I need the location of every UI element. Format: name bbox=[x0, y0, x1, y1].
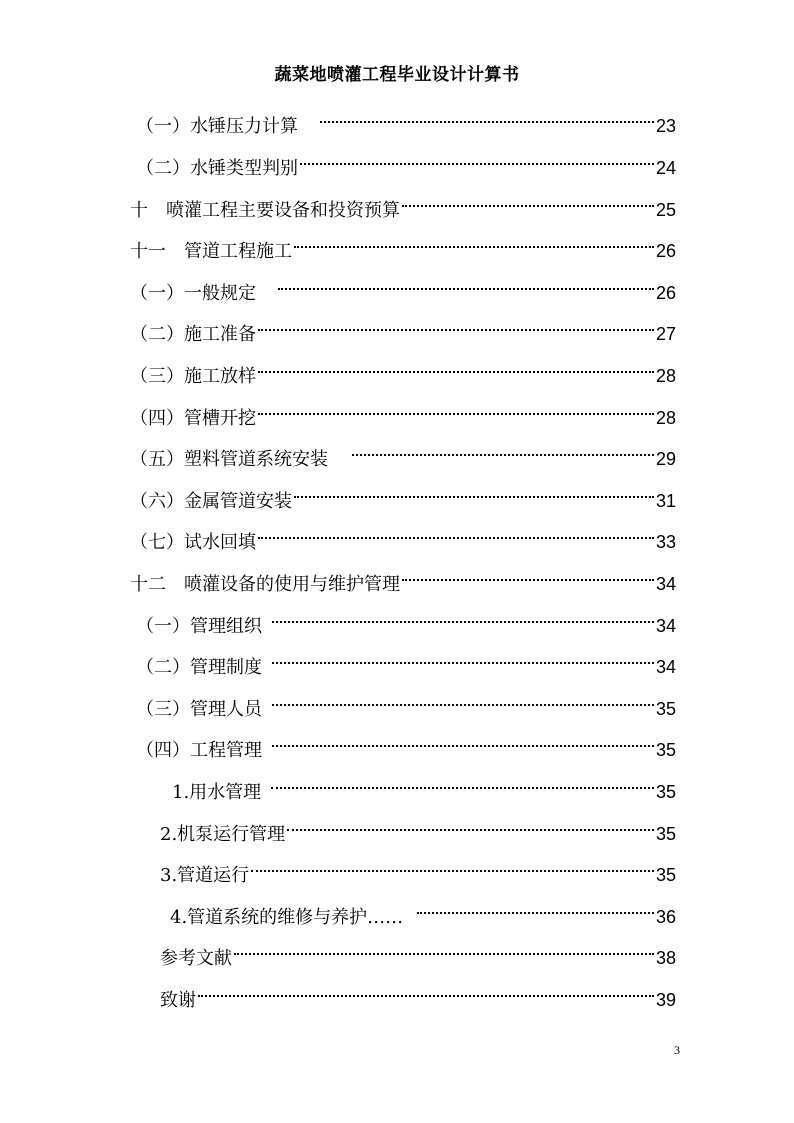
toc-entry[interactable] bbox=[130, 271, 676, 304]
toc-entry-page: 26 bbox=[655, 283, 676, 303]
toc-entry-label: （四）管槽开挖 bbox=[130, 408, 256, 429]
toc-entry-page: 34 bbox=[655, 616, 676, 636]
toc-entry[interactable] bbox=[136, 687, 676, 720]
toc-entry-label: 参考文献 bbox=[160, 948, 232, 969]
toc-entry-page: 34 bbox=[655, 657, 676, 677]
toc-leader-dots bbox=[300, 146, 654, 174]
toc-leader-dots bbox=[258, 396, 654, 424]
toc-entry[interactable] bbox=[130, 520, 676, 553]
toc-entry[interactable] bbox=[130, 479, 676, 512]
toc-leader-dots bbox=[271, 770, 654, 798]
toc-leader-dots bbox=[402, 188, 654, 216]
toc-entry-page: 28 bbox=[655, 366, 676, 386]
toc-leader-dots bbox=[352, 437, 654, 465]
toc-entry-label: 3.管道运行 bbox=[160, 865, 250, 886]
toc-entry-page: 35 bbox=[655, 782, 676, 802]
toc-entry[interactable] bbox=[160, 853, 676, 886]
toc-entry-page: 33 bbox=[655, 532, 676, 552]
toc-entry[interactable] bbox=[160, 936, 676, 969]
toc-entry[interactable] bbox=[130, 229, 676, 262]
toc-entry[interactable] bbox=[136, 146, 676, 179]
toc-entry[interactable] bbox=[172, 770, 676, 803]
toc-entry[interactable] bbox=[130, 562, 676, 595]
toc-entry-label: （二）水锤类型判别 bbox=[136, 158, 298, 179]
toc-entry[interactable] bbox=[136, 645, 676, 678]
toc-entry-page: 31 bbox=[655, 491, 676, 511]
toc-entry[interactable] bbox=[160, 812, 676, 845]
toc-entry-page: 26 bbox=[655, 241, 676, 261]
page-header-title: 蔬菜地喷灌工程毕业设计计算书 bbox=[274, 65, 520, 85]
page-number: 3 bbox=[674, 1043, 680, 1057]
toc-entry[interactable] bbox=[130, 437, 676, 470]
toc-entry[interactable] bbox=[136, 604, 676, 637]
toc-leader-dots bbox=[272, 728, 654, 756]
toc-entry-label: （二）管理制度 bbox=[136, 657, 262, 678]
toc-entry-page: 35 bbox=[655, 740, 676, 760]
toc-entry-page: 35 bbox=[655, 824, 676, 844]
toc-entry-page: 29 bbox=[655, 449, 676, 469]
toc-entry-label: （三）施工放样 bbox=[130, 366, 256, 387]
toc-entry-label: （五）塑料管道系统安装 bbox=[130, 449, 328, 470]
toc-entry[interactable] bbox=[136, 728, 676, 761]
toc-leader-dots bbox=[272, 645, 654, 673]
toc-entry[interactable] bbox=[170, 895, 676, 928]
toc-leader-dots bbox=[417, 895, 654, 923]
toc-entry-label: （一）管理组织 bbox=[136, 616, 262, 637]
toc-entry[interactable] bbox=[130, 354, 676, 387]
toc-entry-page: 35 bbox=[655, 699, 676, 719]
toc-entry-page: 39 bbox=[655, 990, 676, 1010]
toc-entry-label: 致谢 bbox=[160, 990, 196, 1011]
toc-entry-label: （三）管理人员 bbox=[136, 699, 262, 720]
toc-entry[interactable] bbox=[136, 104, 676, 137]
toc-entry-label: （二）施工准备 bbox=[130, 324, 256, 345]
toc-entry-label: （一）水锤压力计算 bbox=[136, 116, 298, 137]
toc-leader-dots bbox=[272, 604, 654, 632]
toc-entry-page: 36 bbox=[655, 907, 676, 927]
toc-leader-dots bbox=[320, 104, 654, 132]
toc-entry-label: （六）金属管道安装 bbox=[130, 491, 292, 512]
toc-leader-dots bbox=[272, 687, 654, 715]
toc-leader-dots bbox=[294, 229, 654, 257]
toc-entry-label: （七）试水回填 bbox=[130, 532, 256, 553]
toc-leader-dots bbox=[258, 312, 654, 340]
toc-entry-page: 28 bbox=[655, 408, 676, 428]
toc-entry-page: 35 bbox=[655, 865, 676, 885]
toc-leader-dots bbox=[258, 354, 654, 382]
toc-leader-dots bbox=[258, 520, 654, 548]
toc-entry[interactable] bbox=[130, 312, 676, 345]
toc-leader-dots bbox=[278, 271, 654, 299]
toc-leader-dots bbox=[234, 936, 654, 964]
toc-entry-page: 23 bbox=[655, 116, 676, 136]
toc-leader-dots bbox=[294, 479, 654, 507]
toc-entry-page: 24 bbox=[655, 158, 676, 178]
toc-entry-label: （四）工程管理 bbox=[136, 740, 262, 761]
toc-leader-dots bbox=[251, 853, 654, 881]
toc-entry[interactable] bbox=[130, 396, 676, 429]
toc-entry-page: 27 bbox=[655, 324, 676, 344]
toc-entry-label: 2.机泵运行管理 bbox=[160, 824, 286, 845]
toc-entry[interactable] bbox=[130, 188, 676, 221]
toc-entry-label: （一）一般规定 bbox=[130, 283, 256, 304]
toc-entry[interactable] bbox=[160, 978, 676, 1011]
toc-leader-dots bbox=[402, 562, 654, 590]
toc-leader-dots bbox=[198, 978, 654, 1006]
toc-entry-page: 38 bbox=[655, 948, 676, 968]
toc-entry-label: 十 喷灌工程主要设备和投资预算 bbox=[130, 200, 400, 221]
toc-leader-dots bbox=[287, 812, 654, 840]
toc-entry-page: 25 bbox=[655, 200, 676, 220]
toc-entry-label: 十一 管道工程施工 bbox=[130, 241, 292, 262]
toc-entry-label: 十二 喷灌设备的使用与维护管理 bbox=[130, 574, 400, 595]
toc-entry-label: 4.管道系统的维修与养护…… bbox=[170, 907, 404, 928]
toc-entry-page: 34 bbox=[655, 574, 676, 594]
toc-entry-label: 1.用水管理 bbox=[172, 782, 262, 803]
